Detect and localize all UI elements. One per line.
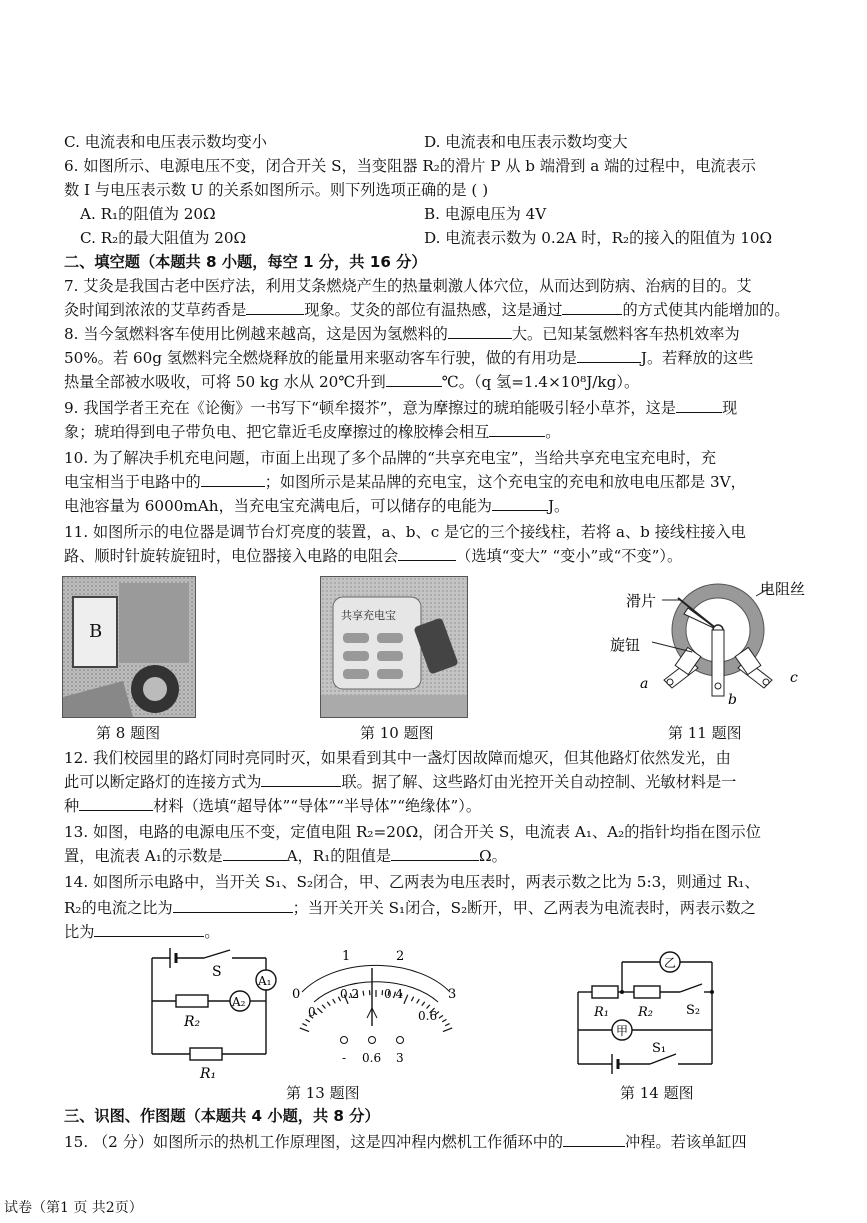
q13-blank-2[interactable] — [391, 846, 479, 861]
q7-blank-2[interactable] — [562, 300, 622, 315]
fig13-dial-tick — [306, 1019, 310, 1022]
fig13-bottom-0-2: 0.2 — [340, 987, 360, 1001]
q9-text-a: 9. 我国学者王充在《论衡》一书写下“顿牟掇芥”，意为摩擦过的琥珀能吸引轻小草芥，这是 — [64, 399, 676, 417]
q6-option-c: C. R₂的最大阻值为 20Ω — [80, 229, 247, 247]
fig13-bottom-0-4: 0.4 — [384, 987, 404, 1001]
fig11-terminal-c: c — [790, 670, 798, 686]
fig13-dial-tick — [317, 1008, 322, 1013]
q13-line2 — [64, 846, 507, 866]
q10-text-a: 电宝相当于电路中的 — [64, 473, 201, 491]
q7-blank-1[interactable] — [246, 300, 304, 315]
q10-line3 — [64, 496, 569, 516]
q14-blank-2[interactable] — [94, 922, 204, 937]
fig11-slider-label: 滑片 — [626, 592, 657, 610]
fig13-dial-tick — [363, 991, 364, 996]
q5-option-c: C. 电流表和电压表示数均变小 — [64, 133, 267, 151]
fig13-circuit — [146, 944, 466, 1080]
q10-blank-2[interactable] — [492, 496, 548, 511]
q12-text-d: 材料（选填“超导体”“导体”“半导体”“绝缘体”）。 — [153, 797, 482, 815]
q11-blank-1[interactable] — [398, 546, 456, 561]
q13-text-a: 置，电流表 A₁的示数是 — [64, 847, 223, 865]
q12-text-a: 此可以断定路灯的连接方式为 — [64, 773, 262, 791]
q11-line2 — [64, 546, 682, 566]
fig13-dial-tick — [404, 995, 408, 1004]
q12-line1: 12. 我们校园里的路灯同时亮同时灭，如果看到其中一盏灯因故障而熄灭，但其他路灯依然发光，由 — [64, 749, 731, 767]
q12-line2 — [64, 772, 736, 792]
q9-line1 — [64, 398, 737, 418]
q12-blank-2[interactable] — [79, 796, 153, 811]
q12-text-b: 联。据了解、这些路灯由光控开关自动控制、光敏材料是一 — [341, 773, 737, 791]
q8-blank-2[interactable] — [577, 348, 641, 363]
fig13-dial-tick — [302, 1024, 306, 1026]
fig10-box-label: 共享充电宝 — [341, 609, 396, 622]
q6-stem-line1: 6. 如图所示、电源电压不变，闭合开关 S，当变阻器 R₂的滑片 P 从 b 端滑到 a 端的过程中，电流表示 — [64, 157, 756, 175]
fig10-caption: 第 10 题图 — [360, 724, 434, 742]
fig13-top-3: 3 — [448, 987, 457, 1002]
q8-text-b: 大。已知某氢燃料客车热机效率为 — [511, 325, 740, 343]
fig11-caption: 第 11 题图 — [668, 724, 742, 742]
fig13-switch-label: S — [212, 964, 222, 980]
q11-text-a: 路、顺时针旋转旋钮时，电位器接入电路的电阻会 — [64, 547, 399, 565]
fig13-dial-tick — [445, 1024, 449, 1026]
q8-text-f: ℃。（q 氢=1.4×10⁸J/kg）。 — [441, 373, 640, 391]
q8-line2 — [64, 348, 753, 368]
q7-text-c: 的方式使其内能增加的。 — [622, 301, 790, 319]
q10-text-b: ；如图所示是某品牌的充电宝，这个充电宝的充电和放电电压都是 3V， — [264, 473, 746, 491]
fig13-dial-tick — [327, 1002, 330, 1006]
q14-text-a: R₂的电流之比为 — [64, 899, 173, 917]
q8-text-d: J。若释放的这些 — [640, 349, 754, 367]
fig8-photo — [62, 576, 196, 718]
q7-text-a: 灸时闻到浓浓的艾草药香是 — [64, 301, 247, 319]
q10-text-d: J。 — [547, 497, 570, 515]
fig11-wire-label: 电阻丝 — [760, 580, 806, 598]
fig13-dial-tick — [422, 1002, 425, 1006]
q11-line1: 11. 如图所示的电位器是调节台灯亮度的装置，a、b、c 是它的三个接线柱，若将 a、b 接线柱接入电 — [64, 523, 746, 541]
q9-blank-1[interactable] — [676, 398, 722, 413]
q9-line2 — [64, 422, 560, 442]
fig11-terminal-b: b — [728, 692, 737, 708]
q14-line2 — [64, 898, 756, 918]
q6-option-a: A. R₁的阻值为 20Ω — [80, 205, 216, 223]
fig10-photo-drawing — [321, 577, 467, 717]
fig11-potentiometer — [600, 578, 820, 710]
fig13-top-0: 0 — [292, 987, 301, 1002]
fig13-top-2: 2 — [396, 949, 405, 964]
fig11-terminal-a: a — [640, 676, 649, 692]
q11-text-b: （选填“变大” “变小”或“不变”）。 — [456, 547, 683, 565]
q8-line3 — [64, 372, 639, 392]
q10-blank-1[interactable] — [201, 472, 265, 487]
q14-line1: 14. 如图所示电路中，当开关 S₁、S₂闭合，甲、乙两表为电压表时，两表示数之比为 5:3，则通过 R₁、 — [64, 873, 760, 891]
q8-line1 — [64, 324, 740, 344]
fig13-a1-label: A₁ — [258, 974, 272, 988]
fig8-photo-drawing — [63, 577, 195, 717]
fig13-dial-tick — [411, 997, 413, 1001]
q5-option-d: D. 电流表和电压表示数均变大 — [424, 133, 628, 151]
q7-line1: 7. 艾灸是我国古老中医疗法，利用艾条燃烧产生的热量刺激人体穴位，从而达到防病、治病的目的。艾 — [64, 277, 752, 295]
fig13-bottom-0: 0 — [308, 1005, 316, 1019]
fig10-photo — [320, 576, 468, 718]
q10-line2 — [64, 472, 746, 492]
fig13-r1-label: R₁ — [200, 1066, 217, 1080]
q13-text-c: Ω。 — [479, 847, 507, 865]
fig14-meter-yi: 乙 — [664, 956, 677, 970]
q10-line1: 10. 为了解决手机充电问题，市面上出现了多个品牌的“共享充电宝”，当给共享充电宝充电时，充 — [64, 449, 717, 467]
q7-text-b: 现象。艾灸的部位有温热感，这是通过 — [304, 301, 563, 319]
q12-text-c: 种 — [64, 797, 80, 815]
fig13-terminal-minus: - — [342, 1051, 347, 1065]
q9-text-d: 。 — [545, 423, 561, 441]
q12-blank-1[interactable] — [261, 772, 341, 787]
q6-option-b: B. 电源电压为 4V — [424, 205, 547, 223]
fig14-caption: 第 14 题图 — [620, 1084, 694, 1102]
q8-text-a: 8. 当今氢燃料客车使用比例越来越高，这是因为氢燃料的 — [64, 325, 448, 343]
q6-option-d: D. 电流表示数为 0.2A 时，R₂的接入的阻值为 10Ω — [424, 229, 773, 247]
fig13-dial-tick — [439, 1015, 443, 1018]
q13-text-b: A，R₁的阻值是 — [286, 847, 392, 865]
section-2-title: 二、填空题（本题共 8 小题，每空 1 分，共 16 分） — [64, 253, 427, 271]
q14-text-b: ；当开关开关 S₁闭合，S₂断开，甲、乙两表为电流表时，两表示数之 — [292, 899, 756, 917]
fig14-s1-label: S₁ — [652, 1041, 667, 1056]
fig13-top-1: 1 — [342, 949, 351, 964]
fig13-dial-tick — [427, 1005, 430, 1009]
q14-line3 — [64, 922, 220, 942]
fig13-dial-tick — [443, 1028, 452, 1032]
fig14-circuit — [572, 944, 732, 1080]
fig13-dial-tick — [333, 999, 336, 1003]
fig14-s2-label: S₂ — [686, 1003, 701, 1018]
q15-text-a: 15. （2 分）如图所示的热机工作原理图，这是四冲程内燃机工作循环中的 — [64, 1133, 564, 1151]
q8-blank-3[interactable] — [386, 372, 442, 387]
q15-blank-1[interactable] — [563, 1132, 625, 1147]
q8-blank-1[interactable] — [448, 324, 512, 339]
q12-line3 — [64, 796, 481, 816]
section-3-title: 三、识图、作图题（本题共 4 小题，共 8 分） — [64, 1107, 380, 1125]
fig14-r2-label: R₂ — [638, 1005, 653, 1020]
q9-text-c: 象；琥珀得到电子带负电、把它靠近毛皮摩擦过的橡胶棒会相互 — [64, 423, 490, 441]
q9-blank-2[interactable] — [489, 422, 545, 437]
fig13-dial-tick — [417, 999, 420, 1003]
fig13-terminal-3: 3 — [396, 1051, 404, 1065]
fig13-dial-tick — [322, 1005, 325, 1009]
fig13-a2-label: A₂ — [232, 995, 246, 1009]
q6-stem-line2: 数 I 与电压表示数 U 的关系如图所示。则下列选项正确的是 ( ) — [64, 181, 489, 199]
page-footer: 试卷（第1 页 共2页） — [4, 1200, 143, 1216]
fig11-knob-label: 旋钮 — [610, 636, 641, 654]
q9-text-b: 现 — [721, 399, 738, 417]
fig14-meter-jia: 甲 — [616, 1024, 629, 1038]
q13-line1: 13. 如图，电路的电源电压不变，定值电阻 R₂=20Ω，闭合开关 S，电流表 A₁、A₂的指针均指在图示位 — [64, 823, 761, 841]
q7-line2 — [64, 300, 790, 320]
q10-text-c: 电池容量为 6000mAh，当充电宝充满电后，可以储存的电能为 — [64, 497, 492, 515]
q14-text-d: 。 — [204, 923, 220, 941]
q15-line1 — [64, 1132, 747, 1152]
fig13-dial-tick — [442, 1019, 446, 1022]
fig8-caption: 第 8 题图 — [96, 724, 161, 742]
fig13-r2-label: R₂ — [184, 1014, 201, 1030]
q8-text-c: 50%。若 60g 氢燃料完全燃烧释放的能量用来驱动客车行驶，做的有用功是 — [64, 349, 577, 367]
q8-text-e: 热量全部被水吸收，可将 50 kg 水从 20℃升到 — [64, 373, 386, 391]
fig8-letter: B — [89, 621, 103, 642]
fig13-caption: 第 13 题图 — [286, 1084, 360, 1102]
q15-text-b: 冲程。若该单缸四 — [625, 1133, 747, 1151]
fig13-dial-tick — [300, 1028, 309, 1032]
q13-blank-1[interactable] — [223, 846, 287, 861]
q14-text-c: 比为 — [64, 923, 95, 941]
fig13-bottom-0-6: 0.6 — [418, 1009, 438, 1023]
fig13-terminal-0-6: 0.6 — [362, 1051, 382, 1065]
q14-blank-1[interactable] — [173, 898, 293, 913]
fig14-r1-label: R₁ — [594, 1005, 609, 1020]
